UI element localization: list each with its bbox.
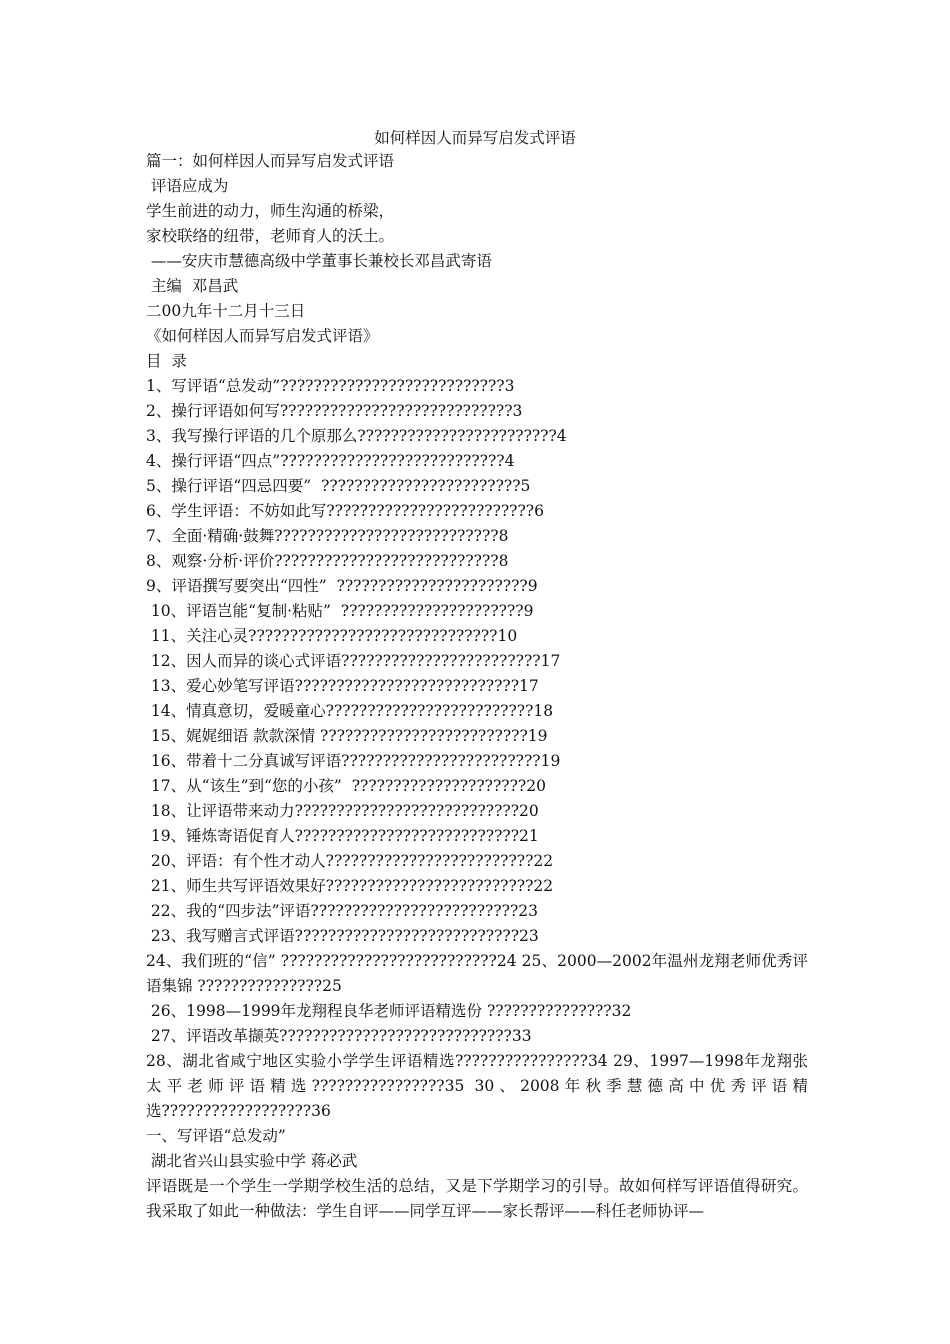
intro-line: 学生前进的动力，师生沟通的桥梁，	[146, 202, 395, 220]
section-heading: 一、写评语“总发动”	[146, 1127, 286, 1145]
toc-entry: 9、评语撰写要突出“四性” ???????????????????????9	[146, 577, 538, 595]
intro-line: ——安庆市慧德高级中学董事长兼校长邓昌武寄语	[146, 252, 492, 270]
toc-entry: 12、因人而异的谈心式评语????????????????????????17	[146, 652, 561, 670]
intro-line: 评语应成为	[146, 177, 229, 195]
toc-entry: 21、师生共写评语效果好?????????????????????????22	[146, 877, 554, 895]
intro-line: 《如何样因人而异写启发式评语》	[146, 327, 379, 345]
document-title: 如何样因人而异写启发式评语	[374, 129, 576, 147]
toc-entry: 10、评语岂能“复制·粘贴” ??????????????????????9	[146, 602, 534, 620]
document-body	[146, 149, 808, 1224]
toc-entry: 15、娓娓细语 款款深情 ?????????????????????????19	[146, 727, 548, 745]
toc-entry: 22、我的“四步法”评语?????????????????????????23	[146, 902, 538, 920]
intro-line: 家校联络的纽带，老师育人的沃土。	[146, 227, 395, 245]
toc-entry: 16、带着十二分真诚写评语????????????????????????19	[146, 752, 561, 770]
toc-entry: 1、写评语“总发动”???????????????????????????3	[146, 377, 515, 395]
toc-entry: 11、关注心灵??????????????????????????????10	[146, 627, 518, 645]
section-author: 湖北省兴山县实验中学 蒋必武	[146, 1152, 358, 1170]
intro-block	[146, 149, 808, 374]
toc-entry: 23、我写赠言式评语???????????????????????????23	[146, 927, 539, 945]
intro-line: 目 录	[146, 352, 187, 370]
toc-entry: 2、操行评语如何写????????????????????????????3	[146, 402, 523, 420]
intro-line: 篇一：如何样因人而异写启发式评语	[146, 152, 395, 170]
toc-entry: 18、让评语带来动力???????????????????????????20	[146, 802, 539, 820]
table-of-contents	[146, 374, 808, 949]
toc-entry: 19、锤炼寄语促育人???????????????????????????21	[146, 827, 539, 845]
toc-entries-26-27	[146, 999, 808, 1049]
toc-entry: 14、情真意切，爱暖童心?????????????????????????18	[146, 702, 554, 720]
toc-entry: 20、评语：有个性才动人?????????????????????????22	[146, 852, 554, 870]
toc-entry: 4、操行评语“四点”???????????????????????????4	[146, 452, 515, 470]
toc-entry: 7、全面·精确·鼓舞???????????????????????????8	[146, 527, 509, 545]
toc-entry: 5、操行评语“四忌四要” ????????????????????????5	[146, 477, 531, 495]
toc-wrapped-entry-28-line2: 太平老师评语精选????????????????35 30、2008年秋季慧德高中优秀评语精	[146, 1077, 808, 1095]
toc-entry: 13、爱心妙笔写评语???????????????????????????17	[146, 677, 539, 695]
toc-wrapped-entry-24-25: 24、我们班的“信” ??????????????????????????24 25、2000—2002年温州龙翔老师优秀评语集锦 ???????????????25	[146, 952, 808, 995]
toc-entry: 6、学生评语：不妨如此写?????????????????????????6	[146, 502, 544, 520]
toc-entry: 17、从“该生”到“您的小孩” ?????????????????????20	[146, 777, 546, 795]
toc-entry: 8、观察·分析·评价???????????????????????????8	[146, 552, 509, 570]
toc-wrapped-entry-28-line3: 选??????????????????36	[146, 1102, 331, 1120]
intro-line: 二00九年十二月十三日	[146, 302, 306, 320]
toc-wrapped-entry-28-line1: 28、湖北省咸宁地区实验小学学生评语精选????????????????34 29、1997—1998年龙翔张	[146, 1052, 808, 1070]
toc-entry: 3、我写操行评语的几个原那么????????????????????????4	[146, 427, 567, 445]
toc-entry: 26、1998—1999年龙翔程良华老师评语精选份 ???????????????32	[146, 1002, 632, 1020]
section-paragraph: 评语既是一个学生一学期学校生活的总结，又是下学期学习的引导。故如何样写评语值得研究。我采取了如此一种做法：学生自评——同学互评——家长帮评——科任老师协评—	[146, 1177, 808, 1220]
intro-line: 主编 邓昌武	[146, 277, 239, 295]
toc-entry: 27、评语改革撷英????????????????????????????33	[146, 1027, 532, 1045]
